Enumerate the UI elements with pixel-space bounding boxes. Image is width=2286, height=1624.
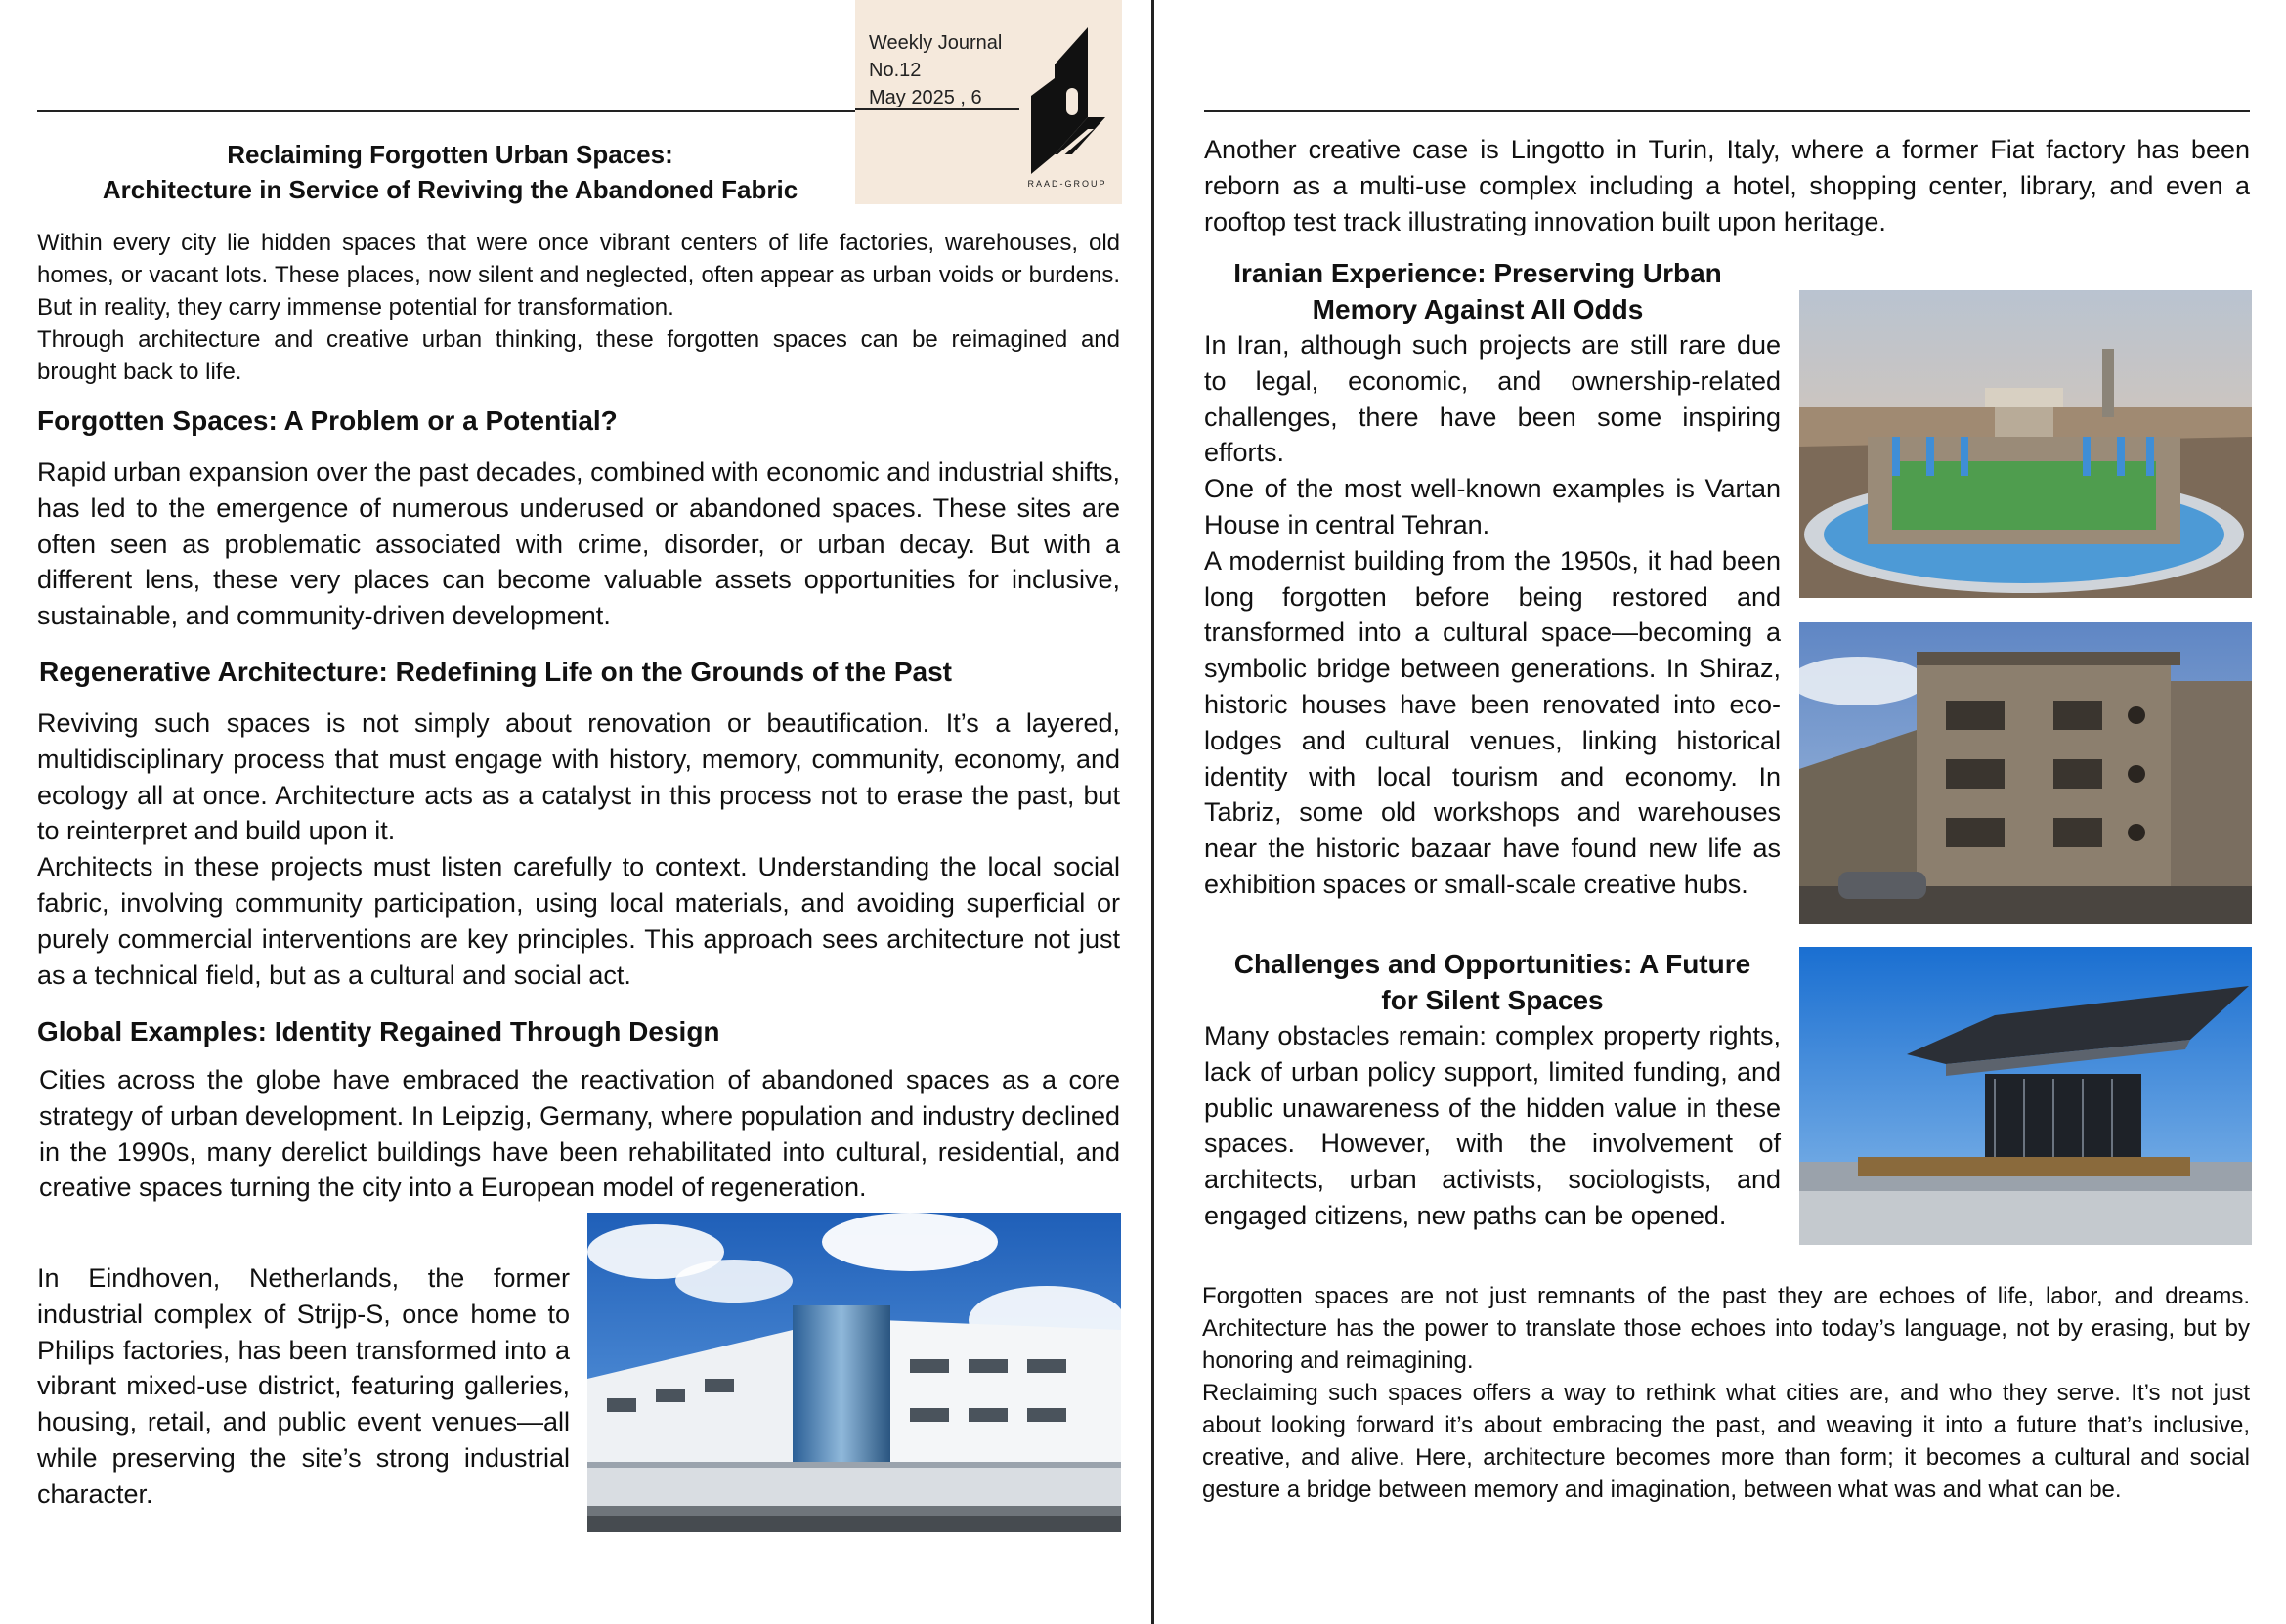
section-forgotten-spaces [37, 454, 1120, 634]
right-top-rule [1204, 110, 2250, 112]
iranian-heading-line1: Iranian Experience: Preserving Urban [1233, 258, 1722, 288]
section-heading-global-examples: Global Examples: Identity Regained Through Design [37, 1016, 720, 1047]
closing-paragraph-2: Reclaiming such spaces offers a way to rethink what cities are, and who they serve. It’s not just about looking forward it’s about embracing the past, and weaving it into a future that’s inclusive, creative, and alive. Here, architecture becomes more than form; it becomes a cultural and social gesture a bridge between memory and imagination, between what was and what can be. [1202, 1380, 2250, 1503]
challenges-heading-line2: for Silent Spaces [1381, 984, 1604, 1015]
iran-paragraph-2: One of the most well-known examples is Vartan House in central Tehran. [1204, 474, 1781, 539]
intro-paragraph-1: Within every city lie hidden spaces that were once vibrant centers of life factories, warehouses, old homes, or vacant lots. These places, now silent and neglected, often appear as urban voids or burdens. But in reality, they carry immense potential for transformation. [37, 230, 1120, 321]
logo-caption: RAAD-GROUP [1027, 179, 1107, 189]
journal-name: Weekly Journal [869, 32, 1003, 54]
section-heading-forgotten-spaces: Forgotten Spaces: A Problem or a Potential? [37, 406, 618, 436]
photo-vartan-house [1799, 622, 2252, 924]
article-title [37, 137, 863, 207]
photo-lingotto-rooftop [1799, 290, 2252, 598]
global-examples-paragraph-2: In Eindhoven, Netherlands, the former industrial complex of Strijp-S, once home to Philips factories, has been transformed into a vibrant mixed-use district, featuring galleries, housing, retail, and public event venues—all while preserving the site’s strong industrial character. [37, 1263, 570, 1509]
section-heading-regenerative-architecture: Regenerative Architecture: Redefining Life on the Grounds of the Past [39, 657, 952, 687]
challenges-paragraph: Many obstacles remain: complex property rights, lack of urban policy support, limited funding, and public unawareness of the hidden value in these spaces. However, with the involvement of architects, urban activists, sociologists, and engaged citizens, new paths can be opened. [1204, 1021, 1781, 1230]
regenerative-paragraph-2: Architects in these projects must listen carefully to context. Understanding the local social fabric, involving community participation, using local materials, and avoiding superficial or purely commercial interventions are key principles. This approach sees architecture not just as a technical field, but as a cultural and social act. [37, 852, 1120, 990]
lingotto-paragraph: Another creative case is Lingotto in Turin, Italy, where a former Fiat factory has been reborn as a multi-use complex including a hotel, shopping center, library, and even a rooftop test track illustrating innovation built upon heritage. [1204, 135, 2250, 236]
regenerative-paragraph-1: Reviving such spaces is not simply about renovation or beautification. It’s a layered, multidisciplinary process that must engage with history, memory, community, economy, and ecology all at once. Architecture acts as a catalyst in this process not to erase the past, but to reinterpret and build upon it. [37, 708, 1120, 846]
challenges-heading-line1: Challenges and Opportunities: A Future [1233, 949, 1751, 979]
page-spine [1151, 0, 1154, 1624]
intro [37, 227, 1120, 388]
masthead [855, 0, 1122, 204]
section-regenerative-architecture [37, 705, 1120, 993]
raad-group-logo [1027, 27, 1107, 174]
iran-paragraph-1: In Iran, although such projects are still rare due to legal, economic, and ownership-related challenges, there have been some inspiring efforts. [1204, 330, 1781, 468]
masthead-info [869, 29, 1002, 111]
left-top-rule [37, 110, 855, 112]
section-heading-challenges [1204, 947, 1781, 1019]
global-examples-paragraph-1: Cities across the globe have embraced the reactivation of abandoned spaces as a core strategy of urban development. In Leipzig, Germany, where population and industry declined in the 1990s, many derelict buildings have been rehabilitated into cultural, residential, and creative spaces turning the city into a European model of regeneration. [39, 1065, 1120, 1203]
article-title-line2: Architecture in Service of Reviving the Abandoned Fabric [102, 175, 798, 204]
intro-paragraph-2: Through architecture and creative urban thinking, these forgotten spaces can be reimagined and brought back to life. [37, 326, 1120, 385]
forgotten-spaces-paragraph: Rapid urban expansion over the past decades, combined with economic and industrial shifts, has led to the emergence of numerous underused or abandoned spaces. These sites are often seen as problematic associated with crime, disorder, or urban decay. But with a different lens, these very places can become valuable assets opportunities for inclusive, sustainable, and community-driven development. [37, 457, 1120, 631]
photo-strijp-s-building [587, 1213, 1121, 1532]
masthead-rule [855, 108, 1019, 110]
closing-paragraph-1: Forgotten spaces are not just remnants of the past they are echoes of life, labor, and dreams. Architecture has the power to translate those echoes into today’s language, not by erasing, but by honoring and reimagining. [1202, 1283, 2250, 1374]
article-title-line1: Reclaiming Forgotten Urban Spaces: [227, 140, 673, 169]
issue-date: May 2025 , 6 [869, 87, 982, 108]
iran-paragraph-3: A modernist building from the 1950s, it had been long forgotten before being restored and transformed into a cultural space—becoming a symbolic bridge between generations. In Shiraz, historic houses have been renovated into eco-lodges and cultural venues, linking historical identity with local tourism and economy. In Tabriz, some old workshops and warehouses near the historic bazaar have found new life as exhibition spaces or small-scale creative hubs. [1204, 545, 1781, 899]
iranian-heading-line2: Memory Against All Odds [1312, 293, 1644, 324]
issue-number: No.12 [869, 60, 922, 81]
photo-modern-pavilion [1799, 947, 2252, 1245]
closing [1202, 1280, 2250, 1506]
section-heading-iranian-experience [1204, 256, 1751, 328]
section-iranian-experience [1204, 327, 1781, 903]
